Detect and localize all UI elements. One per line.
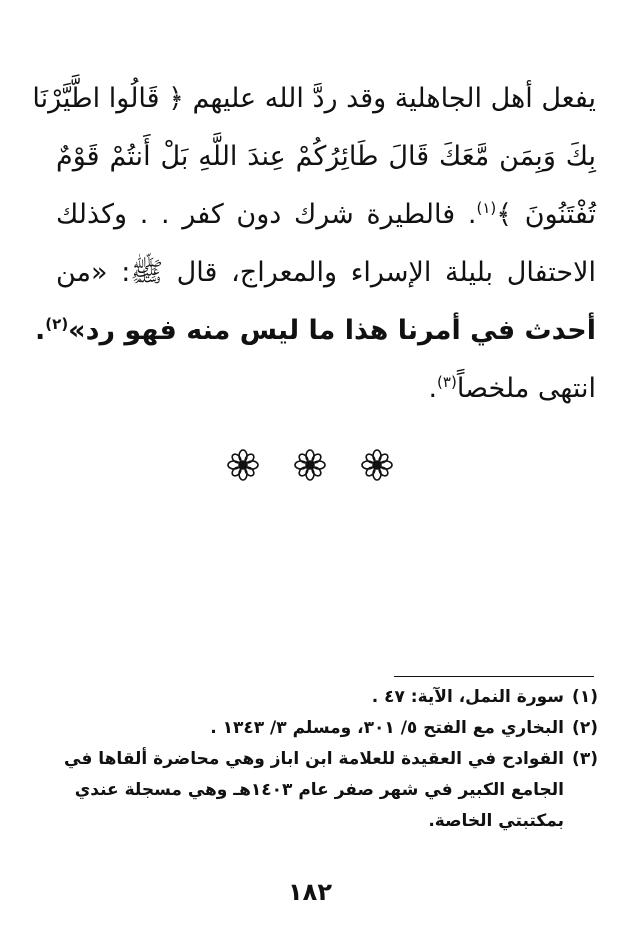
footnote-divider <box>394 676 594 677</box>
footnote-ref-1[interactable]: (١) <box>476 199 497 217</box>
text-line-4: الاحتفال بليلة الإسراء والمعراج، قال ﷺ: «من <box>56 257 596 288</box>
footnote-ref-3[interactable]: (٣) <box>437 373 457 391</box>
footnote-text: سورة النمل، الآية: ٤٧ . <box>371 687 564 707</box>
footnote-3 <box>50 744 598 837</box>
period: . <box>428 373 438 404</box>
footnote-ref-2[interactable]: (٢) <box>45 315 69 333</box>
section-ornaments <box>0 448 620 489</box>
footnote-text: البخاري مع الفتح ٥/ ٣٠١، ومسلم ٣/ ١٣٤٣ . <box>210 718 564 738</box>
footnote-1 <box>50 682 598 713</box>
footnotes-section <box>50 682 598 837</box>
main-text-block <box>32 70 596 418</box>
period: . <box>35 315 46 346</box>
text-segment: . فالطيرة شرك دون كفر . . وكذلك <box>56 199 477 230</box>
footnote-text: القوادح في العقيدة للعلامة ابن اباز وهي محاضرة ألقاها في الجامع الكبير في شهر صفر عام ١٤٠٣هـ وهي مسجلة عندي بمكتبتي الخاصة. <box>64 749 564 831</box>
flower-ornament-icon <box>360 448 394 482</box>
text-line-6 <box>56 360 596 418</box>
text-line-3 <box>56 186 596 244</box>
flower-ornament-icon <box>293 448 327 482</box>
hadith-text: أحدث في أمرنا هذا ما ليس منه فهو رد» <box>68 315 596 346</box>
footnote-2 <box>50 713 598 744</box>
flower-ornament-icon <box>226 448 260 482</box>
footnote-number: (٢) <box>572 718 598 738</box>
quran-verse-end: تُفْتَنُونَ ﴾ <box>496 199 596 230</box>
ending-text: انتهى ملخصاً <box>456 373 596 404</box>
text-line-5-hadith <box>35 302 596 360</box>
text-line-2: بِكَ وَبِمَن مَّعَكَ قَالَ طَائِرُكُمْ عِندَ اللَّهِ بَلْ أَنتُمْ قَوْمٌ <box>56 141 596 172</box>
page-number: ١٨٢ <box>288 878 332 906</box>
text-line-1: يفعل أهل الجاهلية وقد ردَّ الله عليهم ﴿ قَالُوا اطَّيَّرْنَا <box>32 83 596 114</box>
footnote-number: (٣) <box>572 749 598 769</box>
footnote-number: (١) <box>572 687 598 707</box>
